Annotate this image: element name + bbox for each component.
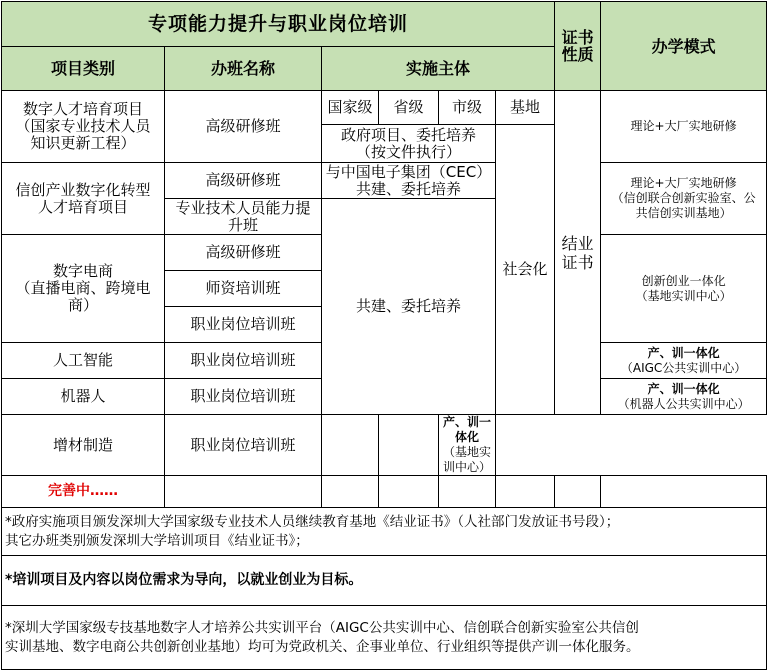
class-job-4: 职业岗位培训班	[165, 415, 322, 476]
empty-cell	[322, 476, 379, 508]
class-advanced-2: 高级研修班	[165, 163, 322, 199]
class-advanced-1: 高级研修班	[165, 91, 322, 163]
empty-cell	[555, 476, 601, 508]
category-xinchuang: 信创产业数字化转型 人才培育项目	[2, 163, 165, 235]
category-robot: 机器人	[2, 379, 165, 415]
mode-2	[601, 163, 767, 235]
organizer-provincial: 省级	[379, 91, 439, 125]
organizer-coop: 共建、委托培养	[322, 199, 496, 415]
training-table	[1, 1, 767, 670]
category-digital-talent: 数字人才培育项目 （国家专业技术人员 知识更新工程）	[2, 91, 165, 163]
organizer-social: 社会化	[496, 125, 555, 415]
mode-6-title: 产、训一体化	[442, 415, 491, 444]
category-ecommerce: 数字电商 （直播电商、跨境电 商）	[2, 235, 165, 343]
mode-5-title: 产、训一体化	[647, 381, 720, 396]
header-category: 项目类别	[2, 47, 165, 91]
organizer-base-empty	[322, 415, 379, 476]
mode-6-subtitle: （基地实训中心）	[442, 445, 491, 474]
note-platform: *深圳大学国家级专技基地数字人才培养公共实训平台（AIGC公共实训中心、信创联合创新实验室公共信创 实训基地、数字电商公共创新创业基地）均可为党政机关、企事业单位、行业组织等提供产训一体化服务。	[2, 606, 767, 670]
mode-6	[439, 415, 496, 476]
note-certificate: *政府实施项目颁发深圳大学国家级专业技术人员继续教育基地《结业证书》（人社部门发放证书号段）； 其它办班类别颁发深圳大学培训项目《结业证书》；	[2, 508, 767, 556]
certificate-type: 结业 证书	[555, 91, 601, 415]
organizer-cec: 与中国电子集团（CEC） 共建、委托培养	[322, 163, 496, 199]
mode-4	[601, 343, 767, 379]
mode-3	[601, 235, 767, 343]
class-advanced-3: 高级研修班	[165, 235, 322, 271]
mode-2-subtitle: （信创联合创新实验室、公 共信创实训基地）	[611, 191, 756, 220]
empty-cell	[601, 476, 767, 508]
organizer-national: 国家级	[322, 91, 379, 125]
mode-1: 理论+大厂实地研修	[601, 91, 767, 163]
organizer-municipal: 市级	[439, 91, 496, 125]
mode-4-title: 产、训一体化	[647, 345, 720, 360]
table-title: 专项能力提升与职业岗位培训	[2, 2, 555, 47]
header-organizer: 实施主体	[322, 47, 555, 91]
mode-3-title: 创新创业一体化	[641, 273, 726, 288]
class-job-1: 职业岗位培训班	[165, 307, 322, 343]
header-mode: 办学模式	[601, 2, 767, 91]
mode-4-subtitle: （AIGC公共实训中心）	[620, 360, 747, 375]
note-orientation: *培训项目及内容以岗位需求为导向，以就业创业为目标。	[2, 556, 767, 606]
empty-cell	[439, 476, 496, 508]
mode-5	[601, 379, 767, 415]
mode-2-title: 理论+大厂实地研修	[630, 176, 737, 190]
class-professional: 专业技术人员能力提 升班	[165, 199, 322, 235]
class-teacher: 师资培训班	[165, 271, 322, 307]
class-job-3: 职业岗位培训班	[165, 379, 322, 415]
mode-3-subtitle: （基地实训中心）	[635, 288, 732, 303]
empty-cell	[496, 476, 555, 508]
mode-5-subtitle: （机器人公共实训中心）	[617, 396, 750, 411]
empty-cell	[379, 476, 439, 508]
category-improving: 完善中……	[2, 476, 165, 508]
empty-cell	[165, 476, 322, 508]
organizer-base: 基地	[496, 91, 555, 125]
header-class-name: 办班名称	[165, 47, 322, 91]
organizer-gov: 政府项目、委托培养 （按文件执行）	[322, 125, 496, 163]
category-ai: 人工智能	[2, 343, 165, 379]
class-job-2: 职业岗位培训班	[165, 343, 322, 379]
header-certificate: 证书 性质	[555, 2, 601, 91]
category-additive: 增材制造	[2, 415, 165, 476]
certificate-empty	[379, 415, 439, 476]
